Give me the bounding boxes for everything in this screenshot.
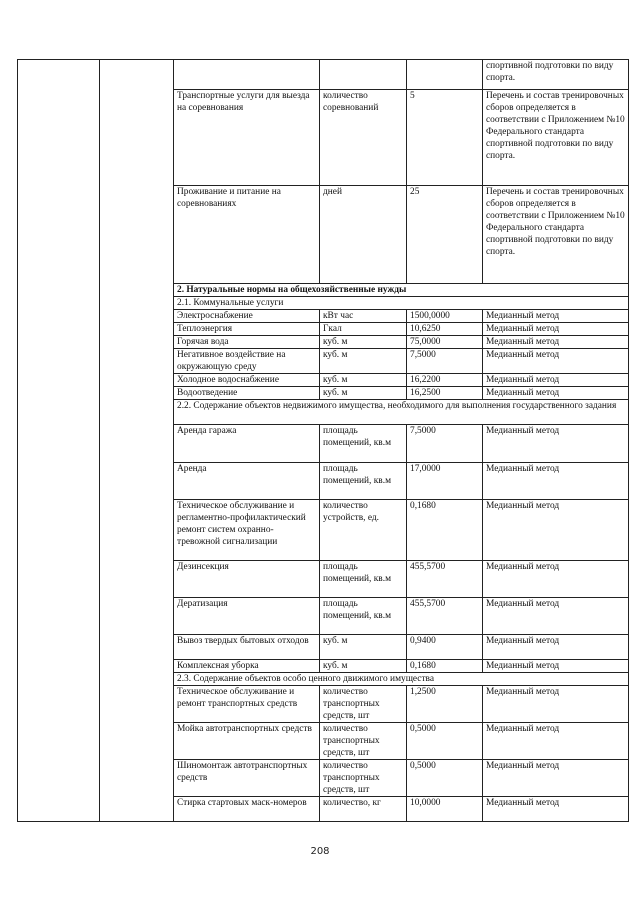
resource-name-cell: Стирка стартовых маск-номеров	[174, 796, 320, 821]
method-cell: Медианный метод	[483, 560, 629, 597]
method-cell: Медианный метод	[483, 597, 629, 634]
value-cell: 17,0000	[407, 462, 483, 499]
method-cell: Медианный метод	[483, 499, 629, 560]
unit-cell: куб. м	[320, 336, 407, 349]
unit-cell: кВт час	[320, 310, 407, 323]
value-cell: 25	[407, 186, 483, 284]
method-cell: Медианный метод	[483, 759, 629, 796]
method-cell: Медианный метод	[483, 349, 629, 374]
resource-name-cell: Шиномонтаж автотранспортных средств	[174, 759, 320, 796]
method-cell: Медианный метод	[483, 462, 629, 499]
resource-name-cell: Дезинсекция	[174, 560, 320, 597]
section-heading: 2. Натуральные нормы на общехозяйственные нужды	[174, 284, 629, 297]
value-cell: 0,5000	[407, 722, 483, 759]
value-cell: 0,9400	[407, 634, 483, 659]
method-cell: Медианный метод	[483, 659, 629, 672]
section-heading: 2.2. Содержание объектов недвижимого имущества, необходимого для выполнения государственного задания	[174, 400, 629, 425]
unit-cell: количество транспортных средств, шт	[320, 722, 407, 759]
value-cell: 16,2500	[407, 387, 483, 400]
value-cell: 5	[407, 90, 483, 186]
unit-cell: куб. м	[320, 387, 407, 400]
method-cell: Медианный метод	[483, 310, 629, 323]
method-cell: Перечень и состав тренировочных сборов определяется в соответствии с Приложением №10 Федерального стандарта спортивной подготовки по виду спорта.	[483, 186, 629, 284]
unit-cell: дней	[320, 186, 407, 284]
resource-name-cell: Холодное водоснабжение	[174, 374, 320, 387]
method-cell: Перечень и состав тренировочных сборов определяется в соответствии с Приложением №10 Федерального стандарта спортивной подготовки по виду спорта.	[483, 90, 629, 186]
value-cell: 0,1680	[407, 499, 483, 560]
resource-name-cell: Техническое обслуживание и регламентно-профилактический ремонт систем охранно-тревожной сигнализации	[174, 499, 320, 560]
resource-name-cell	[174, 60, 320, 90]
section-heading: 2.1. Коммунальные услуги	[174, 297, 629, 310]
method-cell: Медианный метод	[483, 685, 629, 722]
unit-cell: куб. м	[320, 659, 407, 672]
unit-cell: площадь помещений, кв.м	[320, 597, 407, 634]
method-cell: Медианный метод	[483, 634, 629, 659]
value-cell: 10,0000	[407, 796, 483, 821]
resource-name-cell: Горячая вода	[174, 336, 320, 349]
value-cell: 1,2500	[407, 685, 483, 722]
unit-cell	[320, 60, 407, 90]
method-cell: Медианный метод	[483, 425, 629, 462]
value-cell: 1500,0000	[407, 310, 483, 323]
method-cell: Медианный метод	[483, 374, 629, 387]
resource-name-cell: Аренда	[174, 462, 320, 499]
page-number: 208	[310, 846, 330, 857]
unit-cell: количество транспортных средств, шт	[320, 685, 407, 722]
resource-name-cell: Комплексная уборка	[174, 659, 320, 672]
value-cell: 455,5700	[407, 560, 483, 597]
unit-cell: площадь помещений, кв.м	[320, 462, 407, 499]
unit-cell: площадь помещений, кв.м	[320, 425, 407, 462]
value-cell: 10,6250	[407, 323, 483, 336]
method-cell: Медианный метод	[483, 323, 629, 336]
norms-table	[17, 59, 629, 822]
unit-cell: количество устройств, ед.	[320, 499, 407, 560]
section-heading: 2.3. Содержание объектов особо ценного движимого имущества	[174, 672, 629, 685]
resource-name-cell: Мойка автотранспортных средств	[174, 722, 320, 759]
resource-name-cell: Проживание и питание на соревнованиях	[174, 186, 320, 284]
resource-name-cell: Дератизация	[174, 597, 320, 634]
resource-name-cell: Электроснабжение	[174, 310, 320, 323]
resource-name-cell: Вывоз твердых бытовых отходов	[174, 634, 320, 659]
method-cell: Медианный метод	[483, 796, 629, 821]
norms-table-body	[18, 60, 629, 822]
value-cell: 455,5700	[407, 597, 483, 634]
value-cell: 16,2200	[407, 374, 483, 387]
unit-cell: количество соревнований	[320, 90, 407, 186]
resource-name-cell: Теплоэнергия	[174, 323, 320, 336]
resource-name-cell: Техническое обслуживание и ремонт транспортных средств	[174, 685, 320, 722]
method-cell: Медианный метод	[483, 722, 629, 759]
resource-name-cell: Негативное воздействие на окружающую среду	[174, 349, 320, 374]
unit-cell: Гкал	[320, 323, 407, 336]
left-blank-col-1	[18, 60, 100, 822]
value-cell: 7,5000	[407, 425, 483, 462]
resource-name-cell: Аренда гаража	[174, 425, 320, 462]
unit-cell: куб. м	[320, 634, 407, 659]
method-cell: спортивной подготовки по виду спорта.	[483, 60, 629, 90]
table-row	[18, 60, 629, 90]
method-cell: Медианный метод	[483, 387, 629, 400]
unit-cell: куб. м	[320, 349, 407, 374]
unit-cell: количество, кг	[320, 796, 407, 821]
unit-cell: площадь помещений, кв.м	[320, 560, 407, 597]
value-cell: 0,5000	[407, 759, 483, 796]
method-cell: Медианный метод	[483, 336, 629, 349]
value-cell	[407, 60, 483, 90]
left-blank-col-2	[100, 60, 174, 822]
value-cell: 0,1680	[407, 659, 483, 672]
unit-cell: куб. м	[320, 374, 407, 387]
resource-name-cell: Водоотведение	[174, 387, 320, 400]
resource-name-cell: Транспортные услуги для выезда на соревнования	[174, 90, 320, 186]
value-cell: 7,5000	[407, 349, 483, 374]
unit-cell: количество транспортных средств, шт	[320, 759, 407, 796]
value-cell: 75,0000	[407, 336, 483, 349]
